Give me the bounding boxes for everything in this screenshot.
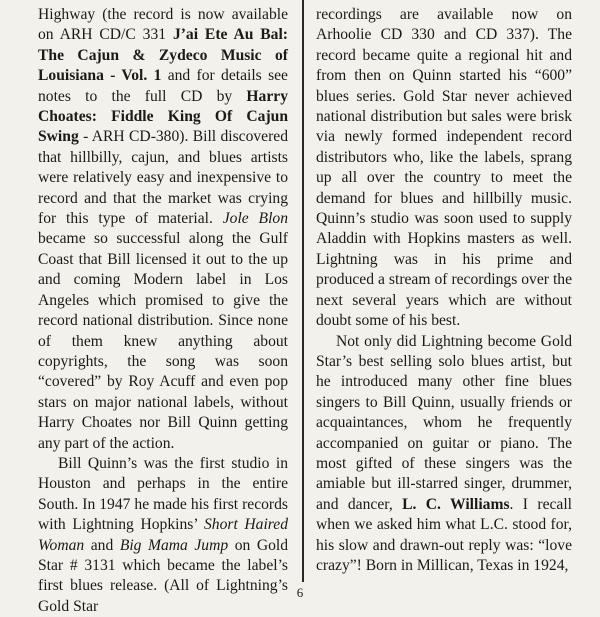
right-paragraph-1: [316, 5, 572, 332]
album-title-cajun-zydeco: J’ai Ete Au Bal: The Cajun & Zydeco Music of Louisiana - Vol. 1: [38, 26, 288, 85]
text-span: - ARH CD-380). Bill discovered that hillbilly, cajun, and blues artists were relatively easy and inexpensive to record and that the market was crying for this type of material.: [38, 128, 288, 228]
text-span: Highway (the record is now available on ARH CD/C 331: [38, 6, 288, 44]
left-paragraph-1: [38, 5, 288, 454]
text-span: became so successful along the Gulf Coast that Bill licensed it out to the up and coming Modern label in Los Angeles which promised to give the record national distribution. Since none of them knew anything about copyrights, the song was soon “covered” by Roy Acuff and even pop stars on major national labels, without Harry Choates nor Bill Quinn getting any part of the action.: [38, 230, 288, 452]
text-span: recordings are available now on Arhoolie CD 330 and CD 337). The record became quite a regional hit and from then on Quinn started his “600” blues series. Gold Star never achieved national distribution but sales were brisk via newly formed independent record distributors who, like the labels, sprang up all over the country to meet the demand for blues and hillbilly music. Quinn’s studio was soon used to supply Aladdin with Hopkins masters as well. Lightning was in his prime and produced a stream of recordings over the next several years which are without doubt some of his best.: [316, 6, 572, 330]
text-span: Bill Quinn’s was the first studio in Houston and perhaps in the entire South. In 1947 he made his first records with Lightning Hopkins’: [38, 454, 288, 534]
text-span: on Gold Star # 3131 which became the label’s first blues release. (All of Lightning’s Gold Star: [38, 536, 289, 615]
text-span: . I recall when we asked him what L.C. stood for, his slow and drawn-out reply was: “love crazy”! Born in Millican, Texas in 1924,: [316, 495, 572, 574]
song-title-big-mama-jump: Big Mama Jump: [119, 536, 229, 554]
song-title-jole-blon: Jole Blon: [222, 210, 288, 228]
right-column: [316, 5, 572, 576]
right-paragraph-2: [316, 332, 572, 577]
album-title-harry-choates: Harry Choates: Fiddle King Of Cajun Swing: [38, 87, 288, 146]
left-column: [38, 5, 288, 617]
artist-name-lc-williams: L. C. Williams: [402, 495, 510, 513]
text-span: Not only did Lightning become Gold Star’s best selling solo blues artist, but he introduced many other fine blues singers to Bill Quinn, usually friends or acquaintances, whom he frequently accompanied on guitar or piano. The most gifted of these singers was the amiable but ill-starred singer, drummer, and dancer,: [316, 332, 572, 513]
column-divider: [302, 0, 304, 582]
page-number: 6: [296, 585, 304, 600]
song-title-short-haired-woman: Short Haired Woman: [38, 516, 288, 554]
text-span: and for details see notes to the full CD by: [38, 67, 288, 105]
text-span: and: [84, 536, 120, 554]
